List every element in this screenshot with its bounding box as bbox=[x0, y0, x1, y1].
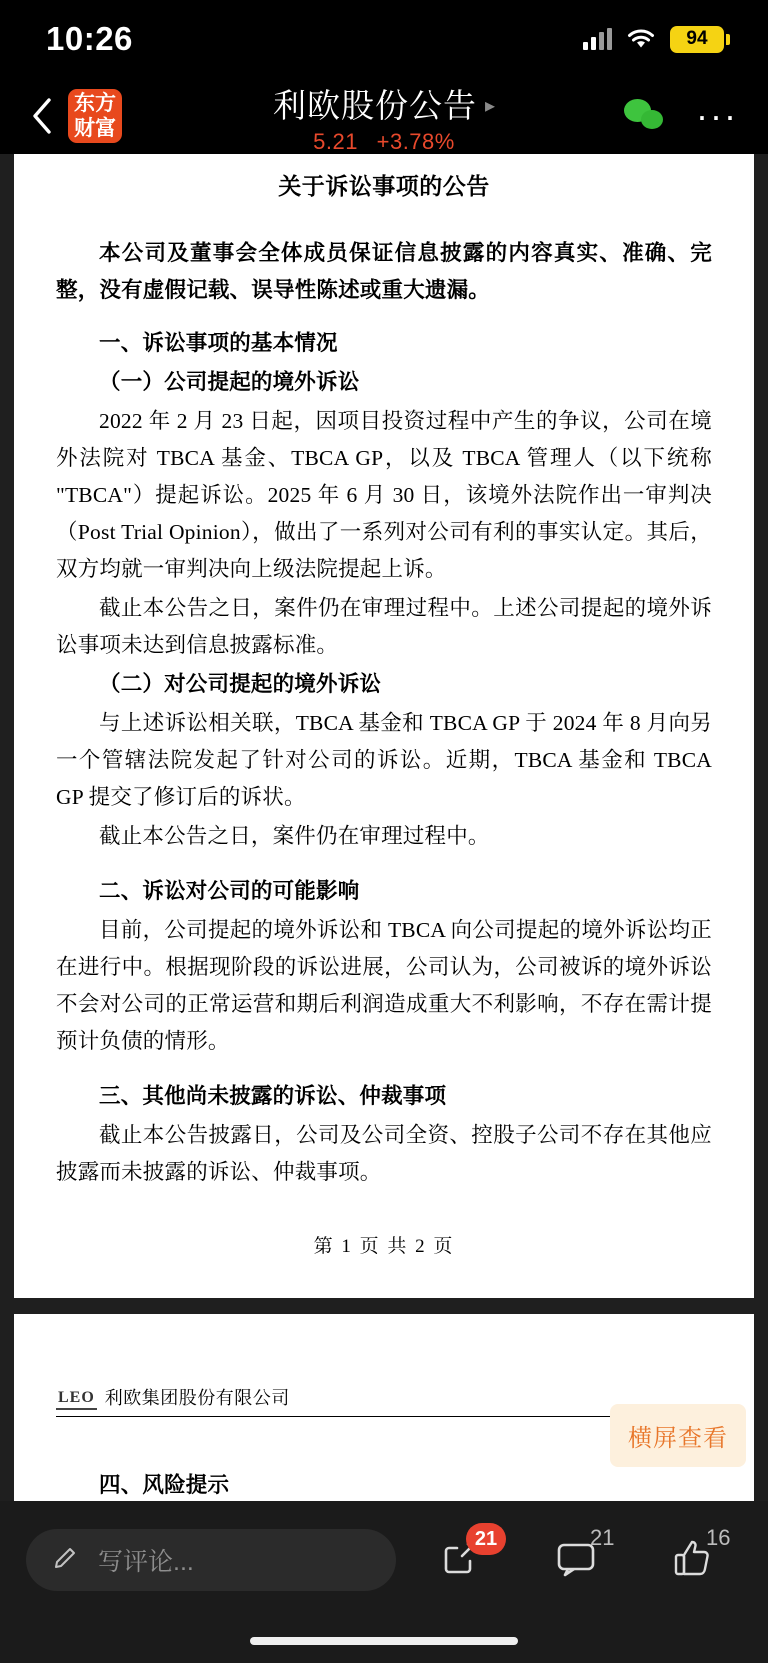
document-title: 关于诉讼事项的公告 bbox=[278, 174, 490, 199]
section-3-paragraph-1: 截止本公告披露日，公司及公司全资、控股子公司不存在其他应披露而未披露的诉讼、仲裁事项。 bbox=[56, 1123, 712, 1184]
nav-bar bbox=[0, 78, 768, 154]
section-2-heading: 二、诉讼对公司的可能影响 bbox=[99, 879, 360, 903]
share-button[interactable] bbox=[422, 1525, 498, 1595]
comment-count: 21 bbox=[590, 1525, 615, 1550]
section-1-heading: 一、诉讼事项的基本情况 bbox=[99, 331, 338, 355]
nav-actions bbox=[624, 95, 738, 136]
landscape-view-button[interactable]: 横屏查看 bbox=[610, 1404, 746, 1467]
like-button[interactable] bbox=[654, 1525, 730, 1595]
more-dots-icon[interactable]: ··· bbox=[696, 95, 738, 136]
wifi-icon bbox=[626, 28, 656, 50]
document-disclaimer: 本公司及董事会全体成员保证信息披露的内容真实、准确、完整，没有虚假记载、误导性陈述或重大遗漏。 bbox=[56, 241, 712, 302]
section-1-paragraph-1: 2022 年 2 月 23 日起，因项目投资过程中产生的争议，公司在境外法院对 TBCA 基金、TBCA GP，以及 TBCA 管理人（以下统称 "TBCA"）提起诉讼。2025 年 6 月 30 日，该境外法院作出一审判决（Post Trial Opinion），做出了一系列对公司有利的事实认定。其后，双方均就一审判决向上级法院提起上诉。 bbox=[56, 409, 712, 581]
section-4-heading: 四、风险提示 bbox=[99, 1473, 230, 1497]
page-title: 利欧股份公告 bbox=[272, 87, 477, 124]
chevron-right-icon: ▸ bbox=[484, 95, 496, 117]
comment-placeholder-text: 写评论... bbox=[98, 1548, 194, 1576]
like-count: 16 bbox=[706, 1525, 731, 1550]
back-chevron-icon[interactable] bbox=[22, 96, 62, 136]
section-3-heading: 三、其他尚未披露的诉讼、仲裁事项 bbox=[99, 1084, 447, 1108]
letterhead-company: 利欧集团股份有限公司 bbox=[104, 1388, 290, 1408]
wechat-icon[interactable] bbox=[624, 99, 668, 133]
status-bar bbox=[0, 0, 768, 78]
status-time: 10:26 bbox=[46, 20, 133, 57]
section-2-paragraph-1: 目前，公司提起的境外诉讼和 TBCA 向公司提起的境外诉讼均正在进行中。根据现阶段的诉讼进展，公司认为，公司被诉的境外诉讼不会对公司的正常运营和期后利润造成重大不利影响，不存在需计提预计负债的情形。 bbox=[56, 918, 712, 1053]
status-icons bbox=[583, 26, 724, 53]
comment-button[interactable] bbox=[538, 1525, 614, 1595]
cellular-signal-icon bbox=[583, 28, 612, 50]
document-page-1 bbox=[14, 154, 754, 1298]
home-indicator bbox=[0, 1619, 768, 1663]
section-1-paragraph-4: 截止本公告之日，案件仍在审理过程中。 bbox=[99, 824, 490, 848]
section-1-paragraph-3: 与上述诉讼相关联，TBCA 基金和 TBCA GP 于 2024 年 8 月向另一个管辖法院发起了针对公司的诉讼。近期，TBCA 基金和 TBCA GP 提交了修订后的诉状。 bbox=[56, 711, 712, 809]
eastmoney-logo[interactable] bbox=[68, 89, 122, 143]
section-1-sub-1: （一）公司提起的境外诉讼 bbox=[99, 370, 360, 394]
bottom-action-bar bbox=[0, 1501, 768, 1619]
share-count: 21 bbox=[466, 1523, 506, 1555]
engagement-actions bbox=[422, 1525, 730, 1595]
brand-line-2: 财富 bbox=[74, 117, 116, 140]
section-1-sub-2: （二）对公司提起的境外诉讼 bbox=[99, 672, 382, 696]
section-1-paragraph-2: 截止本公告之日，案件仍在审理过程中。上述公司提起的境外诉讼事项未达到信息披露标准。 bbox=[56, 596, 712, 657]
pencil-icon bbox=[52, 1544, 80, 1577]
page-number-footer: 第 1 页 共 2 页 bbox=[313, 1236, 455, 1257]
document-scroll-area[interactable] bbox=[0, 154, 768, 1501]
stock-price: 5.21 bbox=[313, 129, 358, 154]
battery-indicator: 94 bbox=[670, 26, 724, 53]
stock-change: +3.78% bbox=[376, 129, 455, 154]
leo-logo: LEO bbox=[56, 1389, 97, 1410]
brand-line-1: 东方 bbox=[74, 92, 116, 115]
comment-input[interactable] bbox=[26, 1529, 396, 1591]
